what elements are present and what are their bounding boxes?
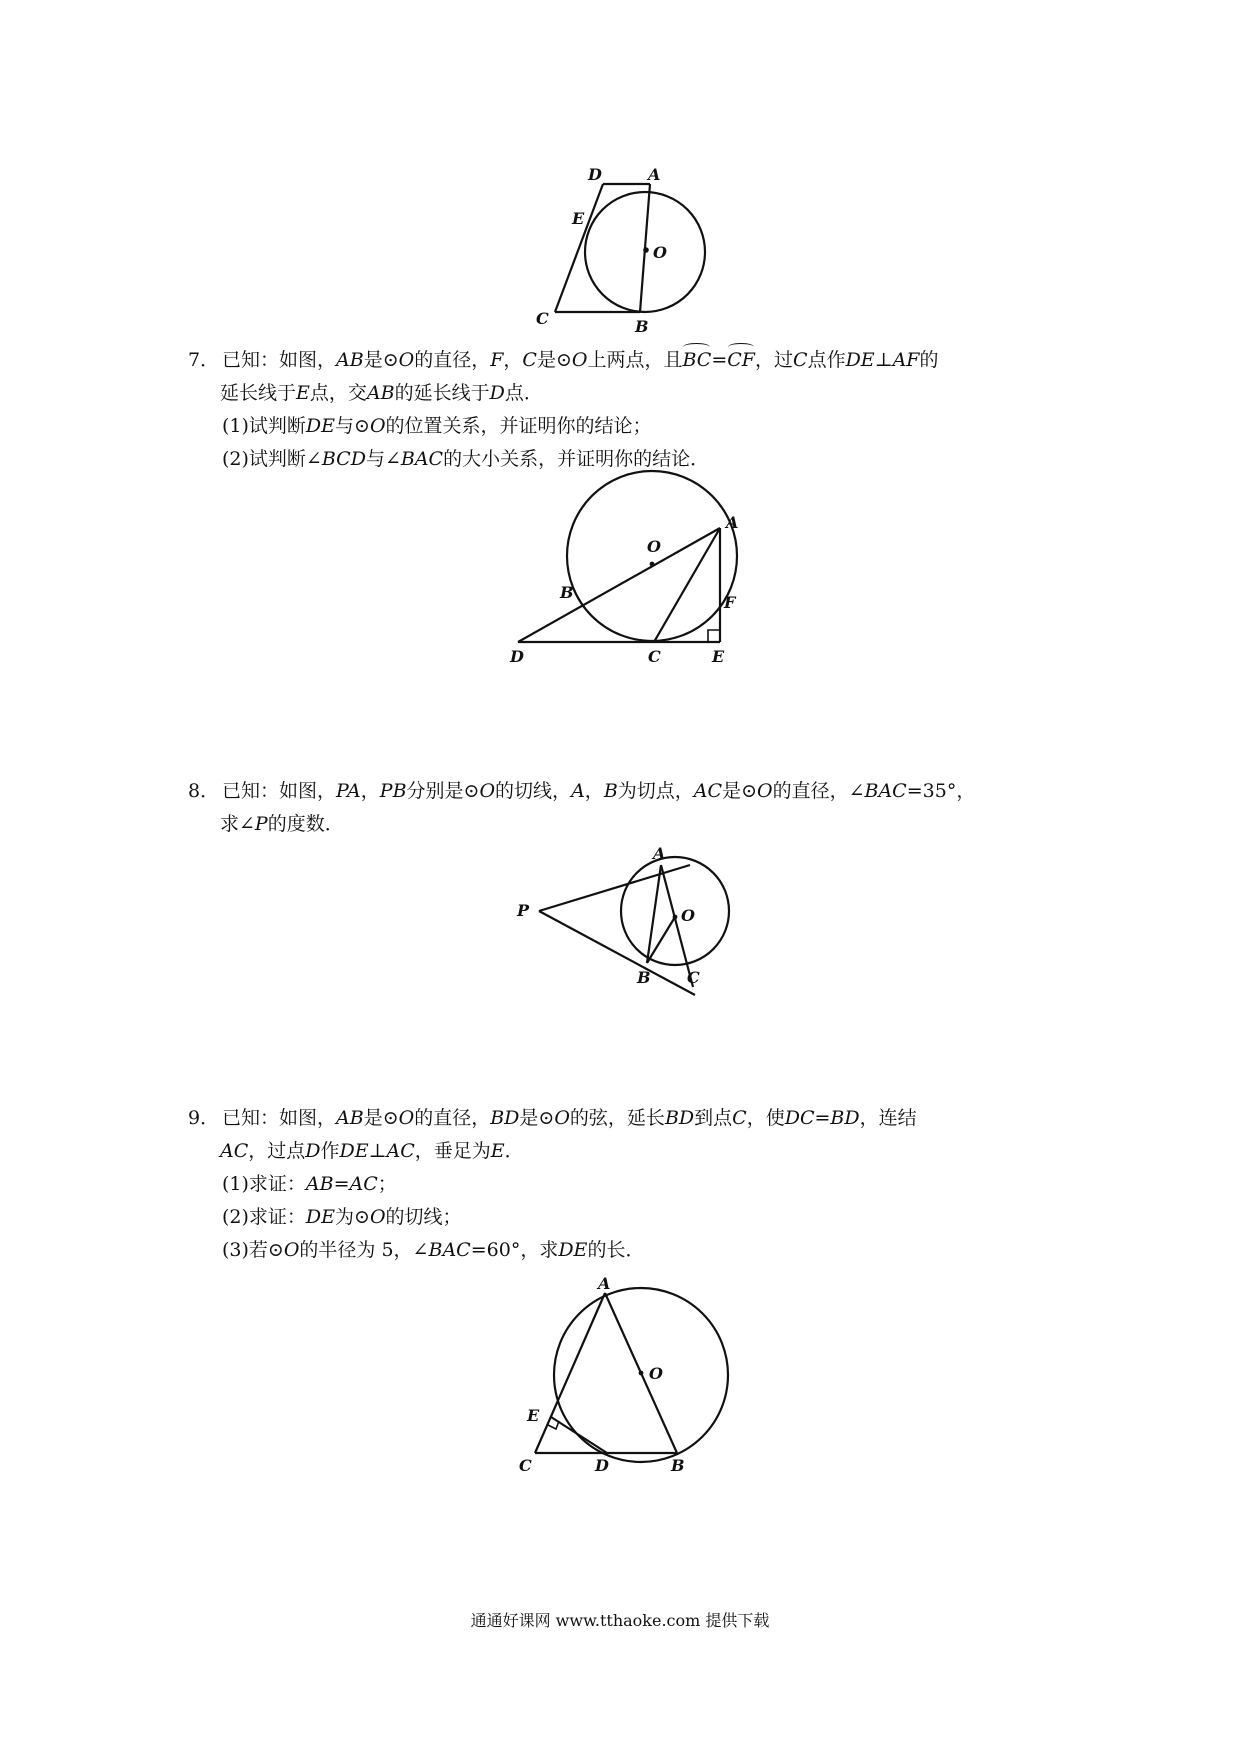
segment-dc xyxy=(555,184,603,312)
problem-number: 8． xyxy=(188,780,220,802)
label-b: B xyxy=(635,317,649,336)
circle-o xyxy=(567,471,737,641)
label-o: O xyxy=(647,537,661,556)
figure-circle-trapezoid xyxy=(520,160,730,340)
center-dot xyxy=(639,1371,644,1376)
label-o: O xyxy=(681,906,695,925)
label-c: C xyxy=(687,968,700,987)
label-b: B xyxy=(560,583,574,602)
chord-ab xyxy=(647,865,661,963)
circle-o xyxy=(621,857,729,965)
right-angle-mark xyxy=(708,630,720,642)
problem-number: 9． xyxy=(188,1107,220,1129)
label-f: F xyxy=(724,593,736,612)
label-e: E xyxy=(712,647,725,666)
label-o: O xyxy=(649,1364,663,1383)
label-a: A xyxy=(598,1274,611,1293)
problem-9-question-1: (1)求证：AB=AC； xyxy=(222,1173,397,1195)
problem-8-line-1: 已知：如图，PA，PB分别是⊙O的切线，A，B为切点，AC是⊙O的直径，∠BAC=35°， xyxy=(222,780,976,802)
line-a-to-c xyxy=(654,528,720,642)
problem-8-line-2: 求∠P的度数． xyxy=(220,813,344,835)
label-a: A xyxy=(726,513,739,532)
label-d: D xyxy=(595,1456,609,1475)
segment-de xyxy=(551,1417,607,1453)
figure-9 xyxy=(505,1275,755,1475)
label-b: B xyxy=(637,968,651,987)
label-b: B xyxy=(671,1456,685,1475)
problem-9-line-1: 已知：如图，AB是⊙O的直径，BD是⊙O的弦，延长BD到点C，使DC=BD，连结 xyxy=(222,1107,917,1129)
problem-number: 7． xyxy=(188,349,220,371)
problem-9-line-2: AC，过点D作DE⊥AC，垂足为E． xyxy=(220,1140,524,1162)
problem-9-question-2: (2)求证：DE为⊙O的切线； xyxy=(222,1206,462,1228)
label-p: P xyxy=(517,901,530,920)
label-d: D xyxy=(588,165,602,184)
label-e: E xyxy=(527,1406,540,1425)
line-d-to-a xyxy=(518,528,720,642)
arc-bc: BC xyxy=(682,344,711,377)
label-c: C xyxy=(536,309,549,328)
problem-7-line-2: 延长线于E点，交AB的延长线于D点． xyxy=(220,382,543,404)
figure-7 xyxy=(490,480,770,670)
label-c: C xyxy=(519,1456,532,1475)
problem-9 xyxy=(188,1102,1068,1267)
problem-7-question-1: (1)试判断DE与⊙O的位置关系，并证明你的结论； xyxy=(222,415,652,437)
center-dot xyxy=(650,562,655,567)
label-d: D xyxy=(510,647,524,666)
label-a: A xyxy=(653,844,666,863)
label-e: E xyxy=(572,209,585,228)
problem-7 xyxy=(188,344,1068,484)
arc-cf: CF xyxy=(727,344,755,377)
problem-7-question-2: (2)试判断∠BCD与∠BAC的大小关系，并证明你的结论． xyxy=(222,448,710,470)
label-c: C xyxy=(648,647,661,666)
center-dot xyxy=(673,915,678,920)
problem-7-line-1: 已知：如图，AB是⊙O的直径，F，C是⊙O上两点，且BC=CF，过C点作DE⊥AF的 xyxy=(222,344,938,377)
problem-8 xyxy=(188,775,1068,845)
label-o: O xyxy=(653,243,667,262)
center-dot xyxy=(643,247,649,253)
label-a: A xyxy=(648,165,661,184)
problem-9-question-3: (3)若⊙O的半径为 5，∠BAC=60°，求DE的长． xyxy=(222,1239,645,1261)
page-footer: 通通好课网 www.tthaoke.com 提供下载 xyxy=(470,1611,770,1630)
figure-8 xyxy=(515,845,725,995)
